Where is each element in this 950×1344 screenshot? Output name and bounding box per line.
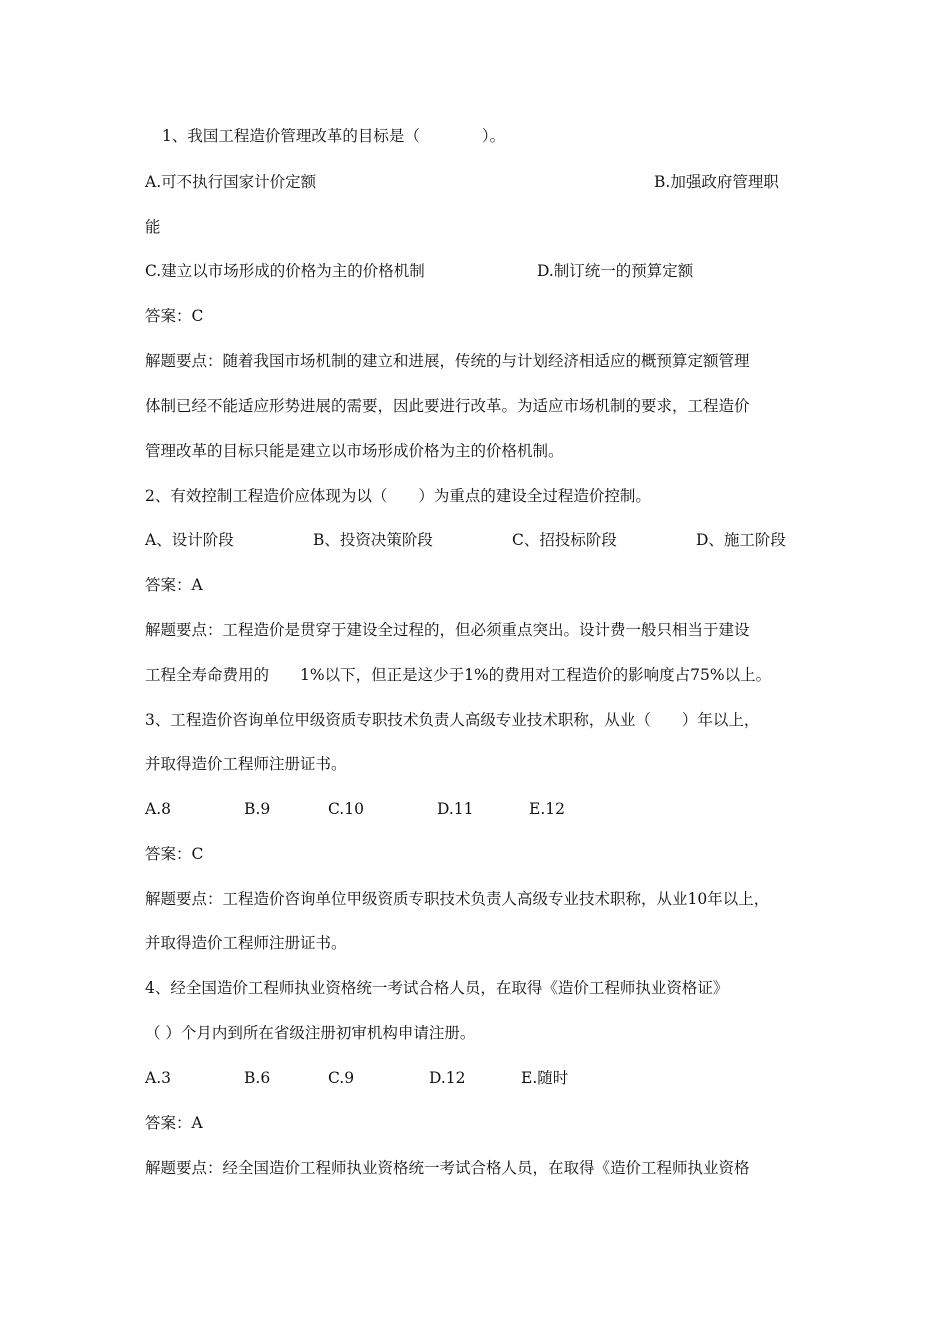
q4-option-d: D.12: [429, 1069, 466, 1087]
q2-answer: 答案：A: [145, 576, 203, 594]
q4-option-b: B.6: [244, 1069, 271, 1087]
q1-explanation-line-2: 体制已经不能适应形势进展的需要，因此要进行改革。为适应市场机制的要求，工程造价: [145, 397, 750, 415]
q2-option-a: A、设计阶段: [145, 531, 234, 549]
q1-option-b: B.加强政府管理职: [654, 173, 779, 191]
q2-explanation-line-2: 工程全寿命费用的 1%以下，但正是这少于1%的费用对工程造价的影响度占75%以上。: [145, 666, 772, 684]
q2-stem: 2、有效控制工程造价应体现为以（ ）为重点的建设全过程造价控制。: [145, 487, 651, 505]
q3-option-d: D.11: [437, 800, 474, 818]
q4-option-c: C.9: [328, 1069, 355, 1087]
q3-explanation-line-1: 解题要点：工程造价咨询单位甲级资质专职技术负责人高级专业技术职称，从业10年以上，: [145, 890, 770, 908]
q4-stem-line-1: 4、经全国造价工程师执业资格统一考试合格人员，在取得《造价工程师执业资格证》: [145, 979, 729, 997]
q1-explanation-line-1: 解题要点：随着我国市场机制的建立和进展，传统的与计划经济相适应的概预算定额管理: [145, 352, 750, 370]
q3-option-e: E.12: [529, 800, 565, 818]
q1-option-c: C.建立以市场形成的价格为主的价格机制: [145, 262, 425, 280]
q1-option-d: D.制订统一的预算定额: [537, 262, 694, 280]
q1-answer: 答案：C: [145, 307, 204, 325]
q1-option-a: A.可不执行国家计价定额: [145, 173, 317, 191]
q3-option-c: C.10: [328, 800, 364, 818]
q4-answer: 答案：A: [145, 1114, 203, 1132]
q2-option-d: D、施工阶段: [696, 531, 786, 549]
q3-explanation-line-2: 并取得造价工程师注册证书。: [145, 934, 347, 952]
q3-option-b: B.9: [244, 800, 271, 818]
q4-option-a: A.3: [145, 1069, 171, 1087]
q3-stem-line-2: 并取得造价工程师注册证书。: [145, 755, 347, 773]
q2-option-c: C、招投标阶段: [512, 531, 617, 549]
q4-explanation-line-1: 解题要点：经全国造价工程师执业资格统一考试合格人员，在取得《造价工程师执业资格: [145, 1159, 750, 1177]
q3-option-a: A.8: [145, 800, 171, 818]
q1-stem: 1、我国工程造价管理改革的目标是（ ）。: [162, 127, 506, 145]
q2-explanation-line-1: 解题要点：工程造价是贯穿于建设全过程的，但必须重点突出。设计费一般只相当于建设: [145, 621, 750, 639]
q4-stem-line-2: （ ）个月内到所在省级注册初审机构申请注册。: [145, 1024, 476, 1042]
q1-explanation-line-3: 管理改革的目标只能是建立以市场形成价格为主的价格机制。: [145, 442, 564, 460]
q3-answer: 答案：C: [145, 845, 204, 863]
q1-option-b-wrap: 能: [145, 218, 161, 236]
q3-stem-line-1: 3、工程造价咨询单位甲级资质专职技术负责人高级专业技术职称，从业（ ）年以上，: [145, 711, 760, 729]
q4-option-e: E.随时: [521, 1069, 569, 1087]
q2-option-b: B、投资决策阶段: [313, 531, 433, 549]
